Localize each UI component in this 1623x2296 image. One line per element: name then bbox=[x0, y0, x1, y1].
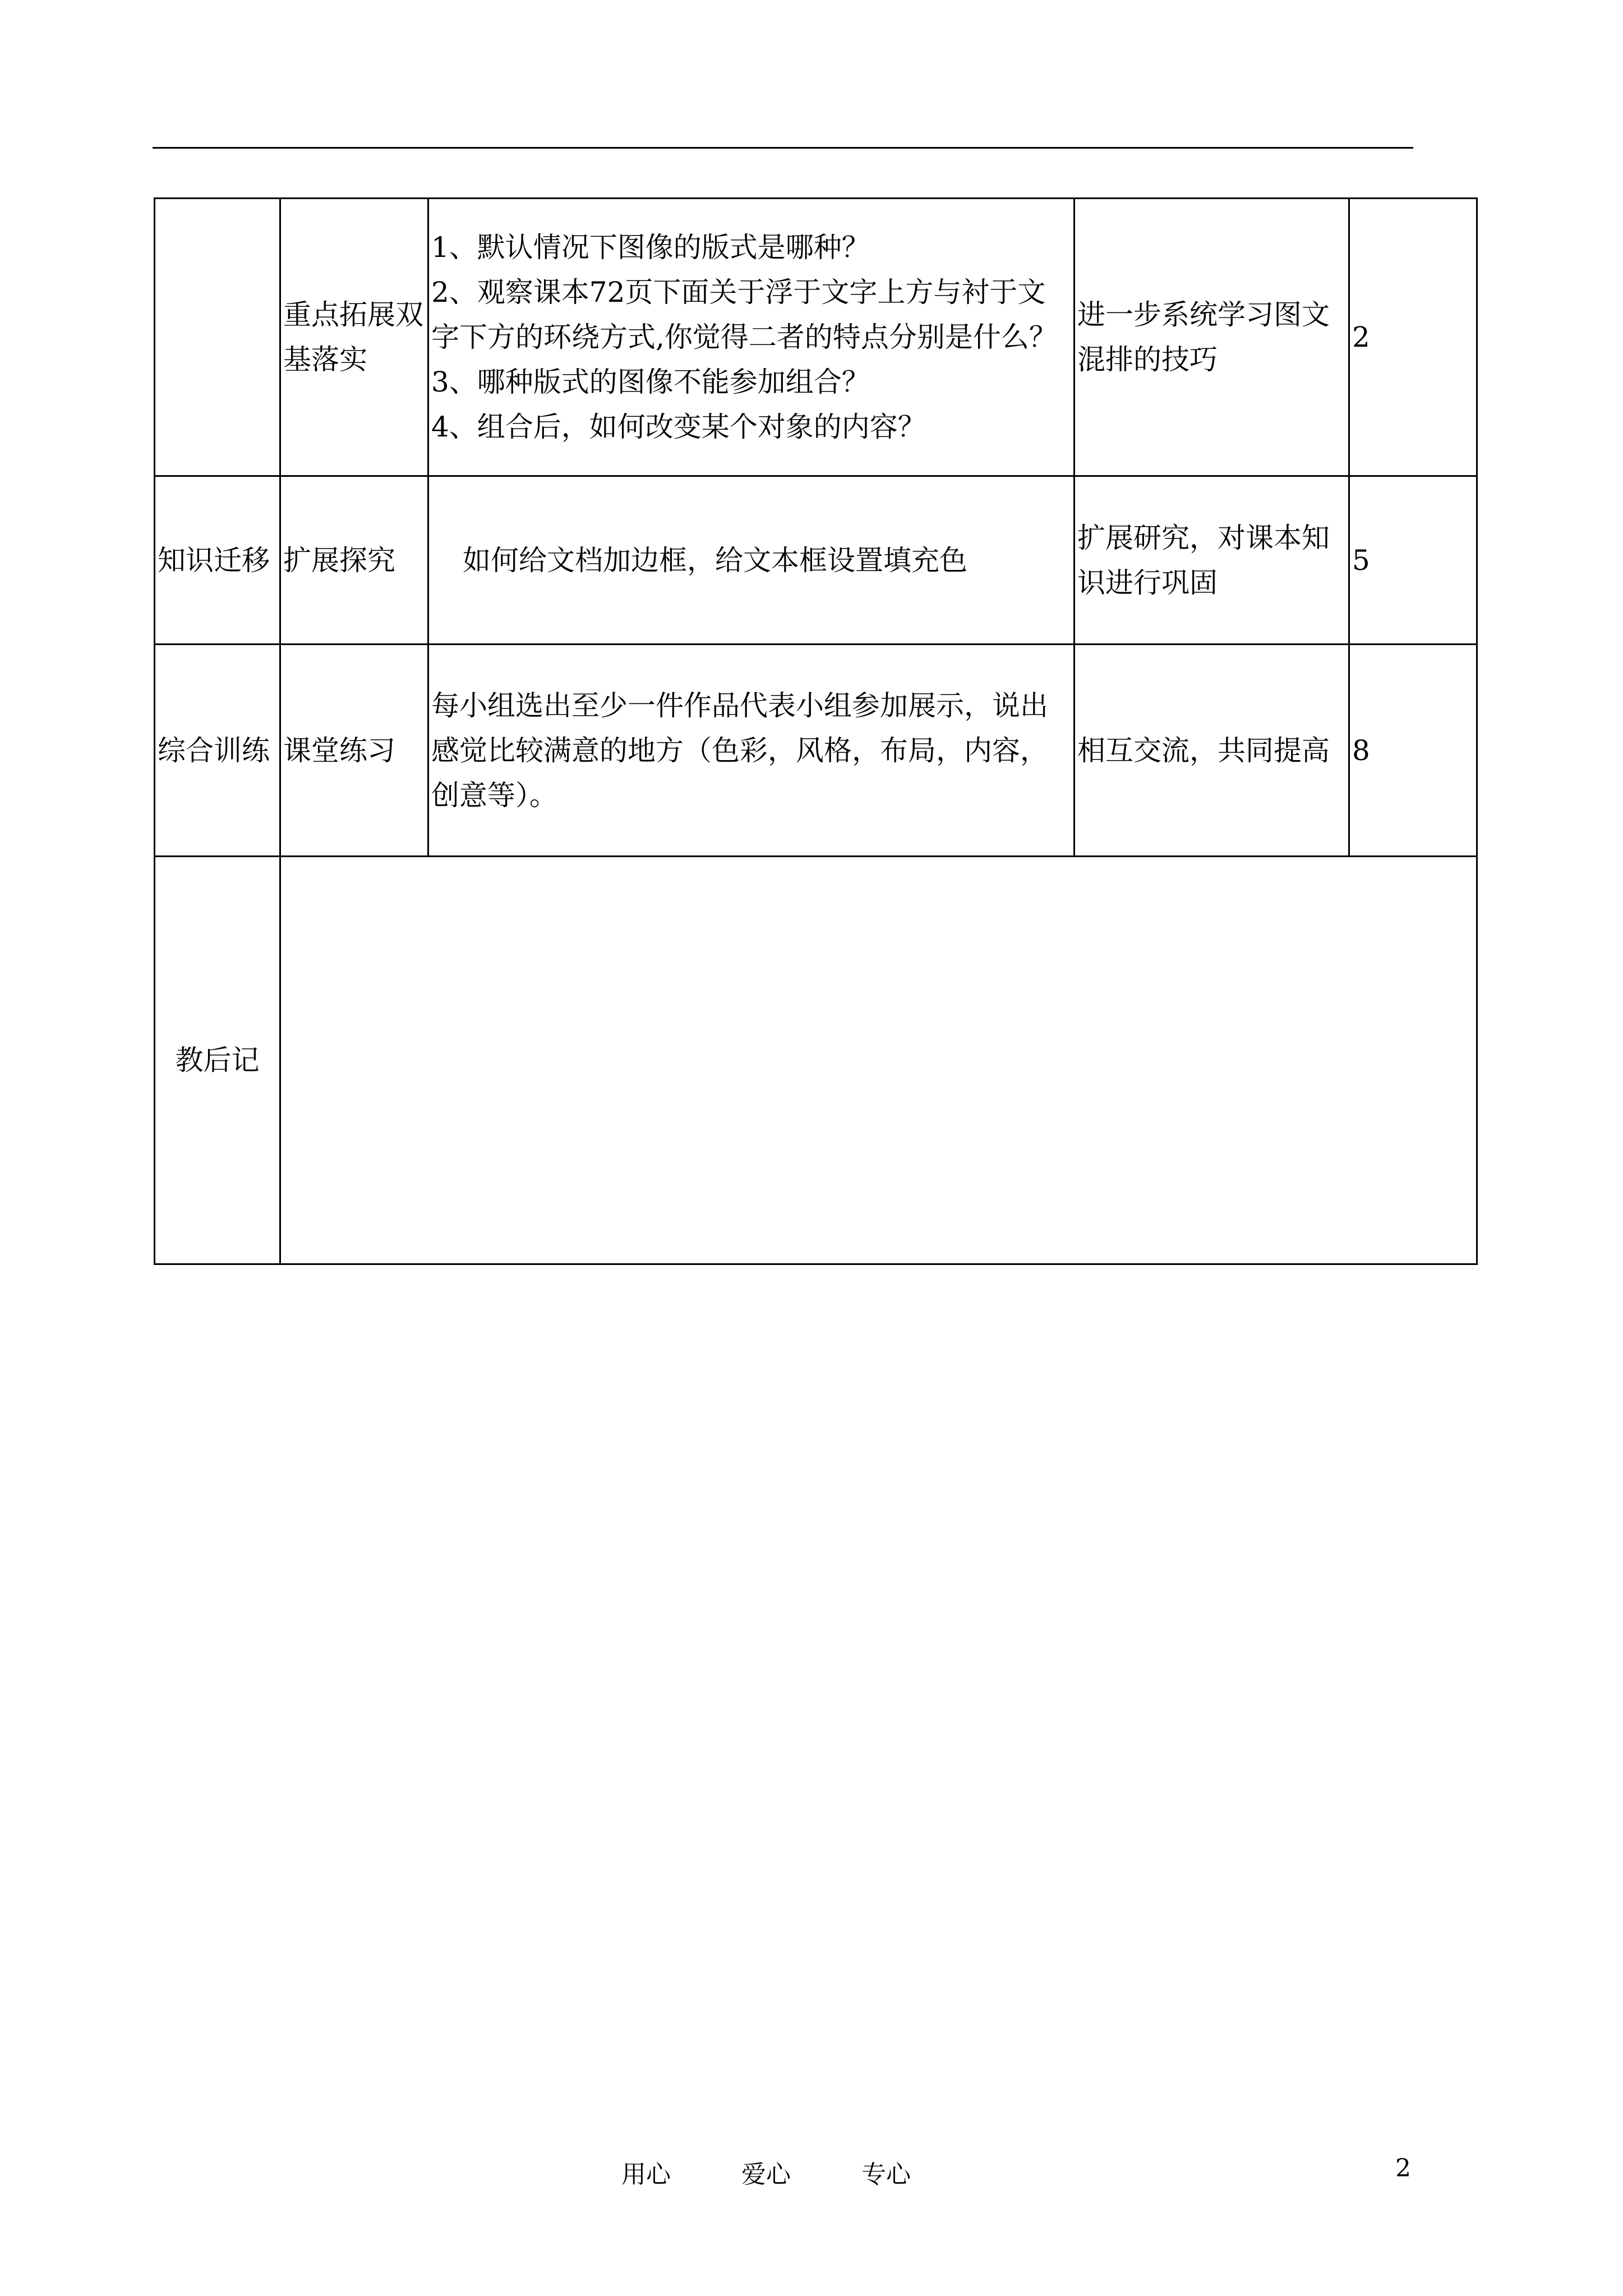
content-line: 3、哪种版式的图像不能参加组合？ bbox=[431, 366, 870, 398]
content-cell bbox=[428, 199, 1075, 476]
motto-item: 爱心 bbox=[741, 2160, 791, 2189]
intent-cell: 相互交流，共同提高 bbox=[1075, 645, 1349, 857]
table-row bbox=[155, 199, 1477, 476]
stage-cell: 综合训练 bbox=[155, 645, 280, 857]
motto-item: 用心 bbox=[621, 2160, 671, 2189]
motto-item: 专心 bbox=[861, 2160, 911, 2189]
link-cell: 课堂练习 bbox=[280, 645, 428, 857]
link-cell: 重点拓展双基落实 bbox=[280, 199, 428, 476]
header-rule bbox=[153, 147, 1413, 149]
content-line: 4、组合后，如何改变某个对象的内容？ bbox=[431, 411, 926, 443]
content-line: 2、观察课本72页下面关于浮于文字上方与衬于文字下方的环绕方式,你觉得二者的特点分别是什么？ bbox=[431, 276, 1057, 353]
content-cell: 如何给文档加边框，给文本框设置填充色 bbox=[428, 476, 1075, 645]
time-cell: 8 bbox=[1349, 645, 1477, 857]
time-cell: 2 bbox=[1349, 199, 1477, 476]
link-cell: 扩展探究 bbox=[280, 476, 428, 645]
time-cell: 5 bbox=[1349, 476, 1477, 645]
intent-cell: 进一步系统学习图文混排的技巧 bbox=[1075, 199, 1349, 476]
reflection-content bbox=[280, 857, 1477, 1264]
footer-motto bbox=[621, 2154, 974, 2190]
intent-cell: 扩展研究，对课本知识进行巩固 bbox=[1075, 476, 1349, 645]
table-row bbox=[155, 476, 1477, 645]
content-cell: 每小组选出至少一件作品代表小组参加展示，说出感觉比较满意的地方（色彩，风格，布局，内容，创意等）。 bbox=[428, 645, 1075, 857]
reflection-label: 教后记 bbox=[155, 857, 280, 1264]
page-number: 2 bbox=[1395, 2154, 1411, 2183]
stage-cell bbox=[155, 199, 280, 476]
content-line: 1、默认情况下图像的版式是哪种？ bbox=[431, 231, 870, 264]
stage-cell: 知识迁移 bbox=[155, 476, 280, 645]
table-row bbox=[155, 857, 1477, 1264]
lesson-plan-table bbox=[154, 197, 1478, 1265]
table-row bbox=[155, 645, 1477, 857]
